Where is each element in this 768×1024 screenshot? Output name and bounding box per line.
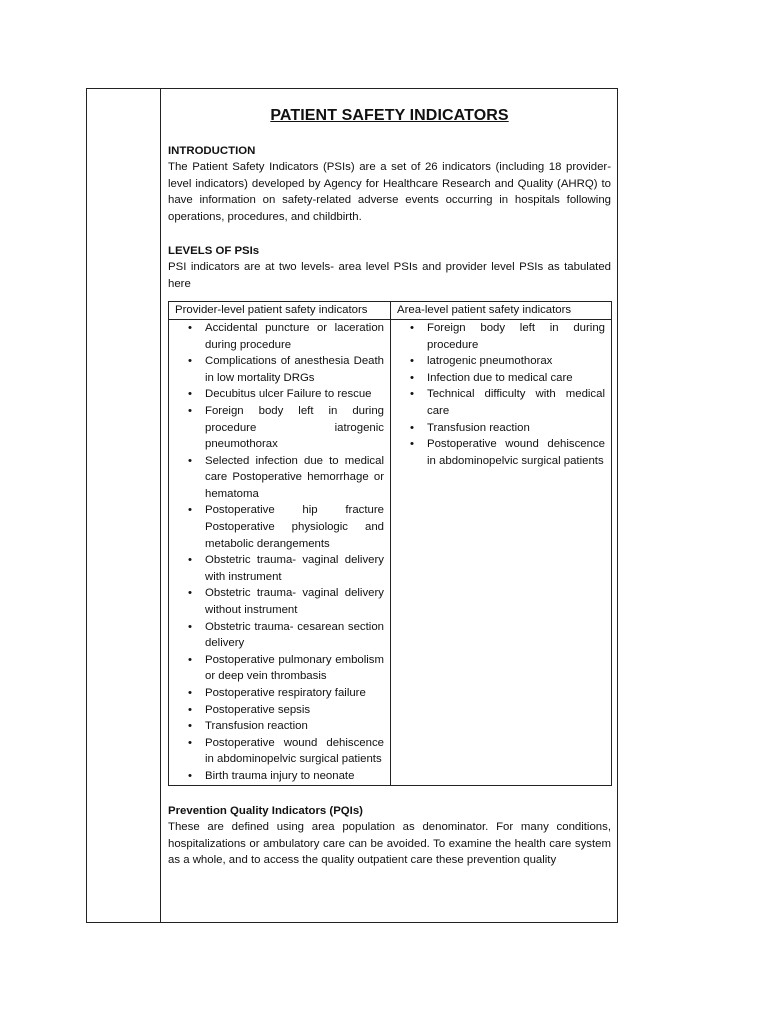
intro-text: The Patient Safety Indicators (PSIs) are a set of 26 indicators (including 18 provider-level indicators) developed by Agency for Healthcare Research and Quality (AHRQ) to have information on safety-related adverse events occurring in hospitals following operations, procedures, and childbirth. — [168, 161, 611, 223]
list-item: • latrogenic pneumothorax — [410, 355, 553, 368]
list-item: • Technical difficulty with medical care — [410, 388, 605, 417]
intro-heading: INTRODUCTION — [168, 144, 256, 157]
list-item: • Postoperative wound dehiscence in abdominopelvic surgical patients — [188, 736, 384, 766]
area-indicator-list — [397, 320, 605, 469]
list-item: • Transfusion reaction — [188, 720, 308, 733]
content-column — [168, 89, 611, 869]
list-item: • Transfusion reaction — [410, 421, 530, 434]
provider-indicator-list — [175, 320, 384, 785]
left-margin-column — [87, 89, 161, 922]
list-item: • Postoperative respiratory failure — [188, 687, 366, 699]
list-item: • Postoperative hip fracture Postoperative physiologic and metabolic derangements — [188, 504, 384, 550]
provider-cell — [169, 319, 391, 785]
provider-column-header: Provider-level patient safety indicators — [169, 302, 391, 320]
list-item: • Birth trauma injury to neonate — [188, 769, 355, 782]
list-item: • Obstetric trauma- vaginal delivery without instrument — [188, 587, 384, 617]
list-item: • Postoperative wound dehiscence in abdominopelvic surgical patients — [410, 438, 605, 467]
levels-text: PSI indicators are at two levels- area level PSIs and provider level PSIs as tabulated here — [168, 261, 611, 290]
levels-heading: LEVELS OF PSIs — [168, 244, 260, 257]
pqi-text: These are defined using area population as denominator. For many conditions, hospitalizations or ambulatory care can be avoided. To examine the health care system as a whole, and to access the quality outpatient care these prevention quality — [168, 821, 611, 867]
list-item: • Obstetric trauma- vaginal delivery with instrument — [188, 554, 384, 583]
list-item: • Foreign body left in during procedure — [410, 321, 605, 351]
page-frame — [86, 88, 618, 923]
psi-table-row — [169, 319, 612, 785]
area-cell — [391, 319, 612, 785]
list-item: • Postoperative sepsis — [188, 703, 311, 716]
list-item: • Decubitus ulcer Failure to rescue — [188, 388, 372, 401]
list-item: • Foreign body left in during procedure iatrogenic pneumothorax — [188, 404, 384, 451]
list-item: • Complications of anesthesia Death in low mortality DRGs — [188, 355, 384, 384]
list-item: • Obstetric trauma- cesarean section delivery — [188, 620, 384, 650]
spacer — [168, 226, 611, 243]
list-item: • Postoperative pulmonary embolism or deep vein thrombasis — [188, 653, 384, 683]
list-item: • Selected infection due to medical care Postoperative hemorrhage or hematoma — [188, 454, 384, 500]
list-item: • Infection due to medical care — [410, 371, 573, 384]
list-item: • Accidental puncture or laceration during procedure — [188, 321, 384, 351]
page-title: PATIENT SAFETY INDICATORS — [270, 107, 509, 124]
area-column-header: Area-level patient safety indicators — [391, 302, 612, 320]
pqi-heading: Prevention Quality Indicators (PQIs) — [168, 804, 363, 817]
psi-table — [168, 301, 612, 785]
psi-table-header-row — [169, 302, 612, 320]
